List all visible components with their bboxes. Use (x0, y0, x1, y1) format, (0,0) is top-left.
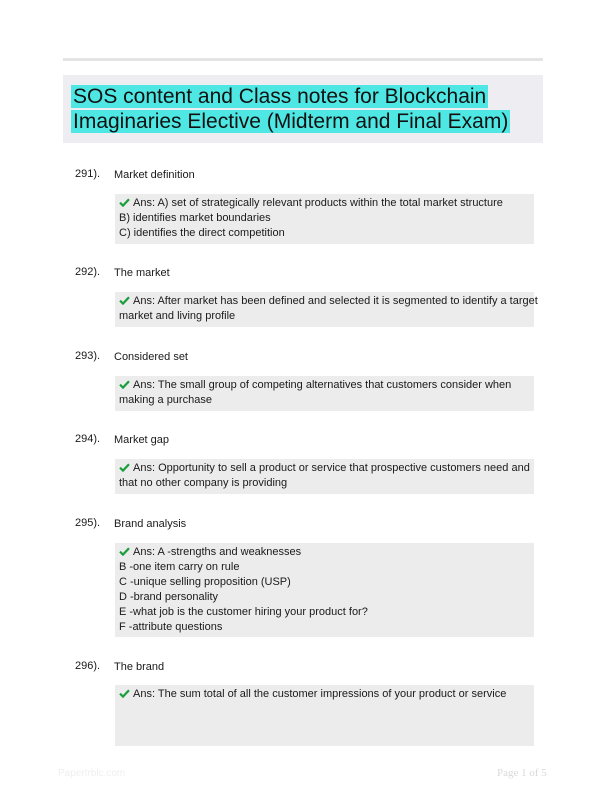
question-text: Brand analysis (114, 518, 187, 530)
checkmark-icon (119, 689, 130, 698)
answer-line: Ans: The small group of competing alternatives that customers consider when (119, 378, 530, 393)
question-text: The market (114, 267, 170, 279)
checkmark-icon (119, 198, 130, 207)
answer-box (115, 685, 534, 746)
checkmark-icon (119, 547, 130, 556)
answer-line: D -brand personality (119, 591, 219, 603)
question-number: 294). (75, 433, 101, 445)
top-rule (63, 58, 543, 61)
answer-box (115, 459, 534, 494)
answer-line: Ans: The sum total of all the customer impressions of your product or service (119, 687, 530, 702)
question-text: Market gap (114, 434, 170, 446)
answer-line: Ans: After market has been defined and selected it is segmented to identify a target (119, 294, 530, 309)
answer-line: C -unique selling proposition (USP) (119, 576, 291, 588)
question-number: 293). (75, 350, 101, 362)
title-line-1: SOS content and Class notes for Blockchain (73, 85, 487, 108)
answer-box (115, 543, 534, 637)
question-number: 291). (75, 168, 101, 180)
footer-watermark: Papertrblc.com (58, 768, 126, 779)
answer-line: F -attribute questions (119, 621, 223, 633)
question-text: Considered set (114, 351, 188, 363)
answer-box (115, 292, 538, 327)
checkmark-icon (119, 296, 130, 305)
answer-line: B) identifies market boundaries (119, 212, 271, 224)
answer-box (115, 194, 534, 244)
answer-box (115, 376, 534, 411)
checkmark-icon (119, 463, 130, 472)
question-text: The brand (114, 661, 165, 673)
title-box (63, 75, 543, 143)
answer-line: C) identifies the direct competition (119, 227, 285, 239)
question-text: Market definition (114, 169, 195, 181)
question-number: 296). (75, 660, 101, 672)
checkmark-icon (119, 380, 130, 389)
answer-line: market and living profile (119, 310, 236, 322)
page-number: Page 1 of 5 (497, 767, 547, 779)
title-line-2: Imaginaries Elective (Midterm and Final Exam) (73, 110, 509, 133)
question-number: 292). (75, 266, 101, 278)
answer-line: Ans: Opportunity to sell a product or service that prospective customers need and (119, 461, 530, 476)
answer-line: B -one item carry on rule (119, 561, 240, 573)
answer-line: making a purchase (119, 394, 212, 406)
document-title (71, 84, 510, 134)
answer-line: E -what job is the customer hiring your product for? (119, 606, 368, 618)
answer-line: Ans: A) set of strategically relevant products within the total market structure (119, 196, 530, 211)
answer-line: Ans: A -strengths and weaknesses (119, 545, 530, 560)
answer-line: that no other company is providing (119, 477, 288, 489)
question-number: 295). (75, 517, 101, 529)
